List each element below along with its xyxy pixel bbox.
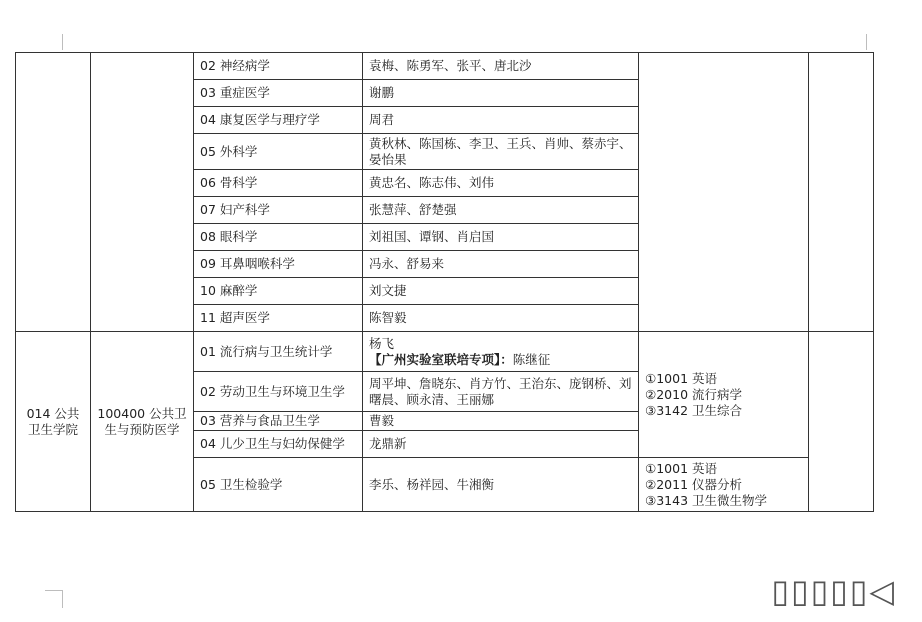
exam-subjects-cell	[639, 332, 809, 458]
advisor-cell	[363, 332, 639, 372]
direction-cell: 03 营养与食品卫生学	[194, 412, 363, 431]
exam-subjects-cell	[639, 458, 809, 512]
exam-subject: ①1001 英语	[645, 370, 717, 386]
table-row	[16, 332, 874, 372]
major-cell: 100400 公共卫生与预防医学	[91, 332, 194, 512]
advisor-cell: 谢鹏	[363, 80, 639, 107]
advisor-names: 杨飞	[369, 335, 395, 351]
crop-mark-top-right	[866, 34, 867, 50]
advisor-cell: 刘祖国、谭钢、肖启国	[363, 224, 639, 251]
advisor-cell: 张慧萍、舒楚强	[363, 197, 639, 224]
advisor-cell: 黄秋林、陈国栋、李卫、王兵、肖帅、蔡赤宇、晏怡果	[363, 134, 639, 170]
direction-cell: 05 外科学	[194, 134, 363, 170]
advisor-cell: 冯永、舒易来	[363, 251, 639, 278]
direction-cell: 09 耳鼻咽喉科学	[194, 251, 363, 278]
direction-cell: 04 康复医学与理疗学	[194, 107, 363, 134]
exam-cell-continued	[639, 53, 809, 332]
exam-subject: ①1001 英语	[645, 460, 717, 476]
advisor-cell: 曹毅	[363, 412, 639, 431]
remarks-cell-continued	[809, 53, 874, 332]
direction-cell: 11 超声医学	[194, 305, 363, 332]
crop-mark-top-left	[62, 34, 63, 50]
remarks-cell	[809, 332, 874, 512]
advisor-cell: 周君	[363, 107, 639, 134]
advisor-cell: 李乐、杨祥园、牛湘衡	[363, 458, 639, 512]
crop-mark-bottom-left-h	[45, 590, 62, 591]
advisor-cell: 袁梅、陈勇军、张平、唐北沙	[363, 53, 639, 80]
crop-mark-bottom-left-v	[62, 590, 63, 608]
advisor-cell: 龙鼎新	[363, 431, 639, 458]
exam-subject: ②2011 仪器分析	[645, 476, 742, 492]
direction-cell: 08 眼科学	[194, 224, 363, 251]
exam-subject: ②2010 流行病学	[645, 386, 742, 402]
direction-cell: 02 劳动卫生与环境卫生学	[194, 372, 363, 412]
direction-cell: 01 流行病与卫生统计学	[194, 332, 363, 372]
advisor-cell: 黄忠名、陈志伟、刘伟	[363, 170, 639, 197]
enrollment-table	[15, 52, 874, 512]
direction-cell: 04 儿少卫生与妇幼保健学	[194, 431, 363, 458]
joint-training-notice: 【广州实验室联培专项】：	[369, 351, 513, 367]
direction-cell: 05 卫生检验学	[194, 458, 363, 512]
advisor-cell: 周平坤、詹晓东、肖方竹、王治东、庞钢桥、刘曙晨、顾永清、王丽娜	[363, 372, 639, 412]
exam-subject: ③3143 卫生微生物学	[645, 492, 767, 508]
watermark-logo: ▯▯▯▯▯◁	[771, 572, 896, 610]
joint-training-advisor: 陈继征	[512, 351, 551, 367]
direction-cell: 06 骨科学	[194, 170, 363, 197]
exam-subject: ③3142 卫生综合	[645, 402, 742, 418]
table-row	[16, 53, 874, 80]
direction-cell: 03 重症医学	[194, 80, 363, 107]
direction-cell: 07 妇产科学	[194, 197, 363, 224]
major-cell-continued	[91, 53, 194, 332]
college-cell-continued	[16, 53, 91, 332]
direction-cell: 10 麻醉学	[194, 278, 363, 305]
advisor-cell: 刘文捷	[363, 278, 639, 305]
advisor-cell: 陈智毅	[363, 305, 639, 332]
direction-cell: 02 神经病学	[194, 53, 363, 80]
college-cell: 014 公共卫生学院	[16, 332, 91, 512]
